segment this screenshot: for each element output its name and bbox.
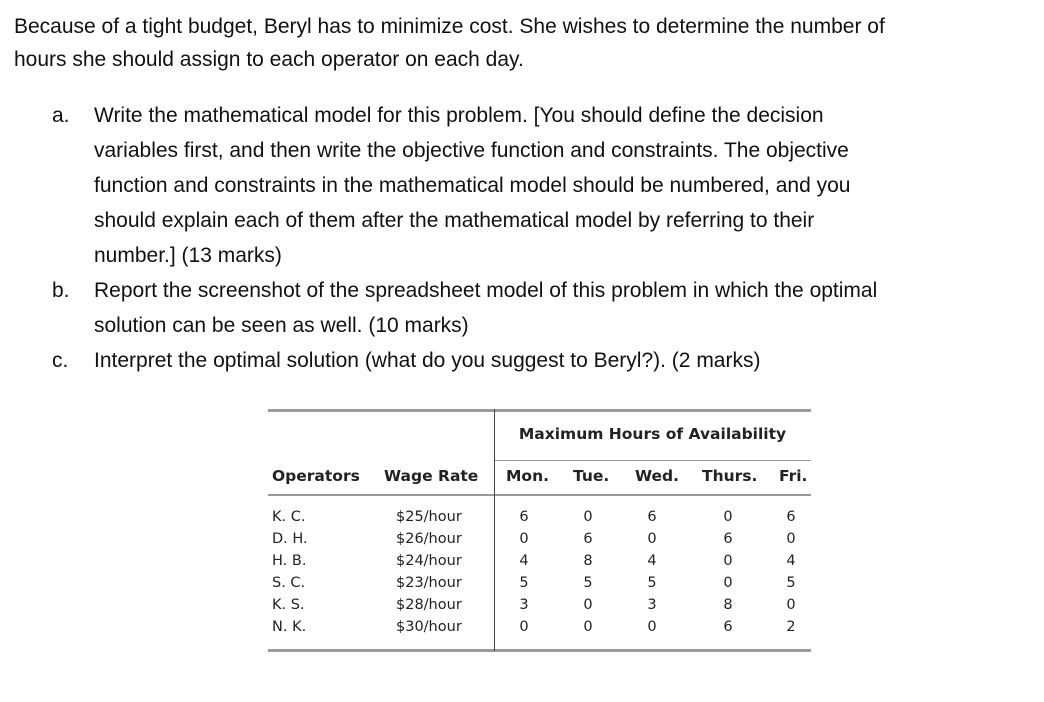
operator-name: D. H. bbox=[272, 531, 308, 547]
hours-cell: 3 bbox=[647, 597, 657, 613]
hours-cell: 5 bbox=[647, 575, 657, 591]
header-mon: Mon. bbox=[506, 467, 549, 485]
hours-cell: 0 bbox=[723, 509, 733, 525]
hours-cell: 0 bbox=[723, 575, 733, 591]
wage-rate: $30/hour bbox=[396, 619, 462, 635]
question-a bbox=[52, 98, 1037, 273]
question-label: b. bbox=[52, 279, 70, 302]
operator-name: K. C. bbox=[272, 509, 306, 525]
wage-rate: $26/hour bbox=[396, 531, 462, 547]
hours-cell: 6 bbox=[647, 509, 657, 525]
question-list bbox=[52, 98, 1037, 378]
header-wage-rate: Wage Rate bbox=[384, 467, 479, 485]
question-line: Report the screenshot of the spreadsheet model of this problem in which the optimal bbox=[94, 279, 878, 302]
header-wed: Wed. bbox=[635, 467, 680, 485]
header-fri: Fri. bbox=[779, 467, 808, 485]
question-line: Interpret the optimal solution (what do you suggest to Beryl?). (2 marks) bbox=[94, 349, 761, 372]
hours-cell: 5 bbox=[519, 575, 529, 591]
operator-name: H. B. bbox=[272, 553, 307, 569]
hours-cell: 0 bbox=[786, 597, 796, 613]
wage-rate: $23/hour bbox=[396, 575, 462, 591]
question-label: a. bbox=[52, 104, 70, 127]
question-line: solution can be seen as well. (10 marks) bbox=[94, 314, 469, 337]
wage-rate: $28/hour bbox=[396, 597, 462, 613]
hours-cell: 8 bbox=[723, 597, 733, 613]
hours-cell: 6 bbox=[519, 509, 529, 525]
hours-cell: 6 bbox=[786, 509, 796, 525]
table-top-rule bbox=[268, 409, 811, 412]
hours-cell: 4 bbox=[647, 553, 657, 569]
hours-cell: 5 bbox=[583, 575, 593, 591]
hours-cell: 6 bbox=[723, 531, 733, 547]
hours-cell: 3 bbox=[519, 597, 529, 613]
hours-cell: 0 bbox=[583, 509, 593, 525]
operator-name: S. C. bbox=[272, 575, 306, 591]
operator-name: N. K. bbox=[272, 619, 307, 635]
header-thurs: Thurs. bbox=[702, 467, 758, 485]
intro-line: hours she should assign to each operator on each day. bbox=[14, 48, 524, 71]
availability-table bbox=[268, 409, 811, 651]
intro-paragraph bbox=[14, 10, 1040, 76]
question-b bbox=[52, 273, 1037, 343]
intro-line: Because of a tight budget, Beryl has to minimize cost. She wishes to determine the number of bbox=[14, 15, 885, 38]
hours-cell: 0 bbox=[583, 597, 593, 613]
group-header: Maximum Hours of Availability bbox=[518, 425, 787, 443]
hours-cell: 0 bbox=[723, 553, 733, 569]
question-text bbox=[94, 343, 1037, 378]
hours-cell: 0 bbox=[583, 619, 593, 635]
hours-cell: 5 bbox=[786, 575, 796, 591]
question-line: function and constraints in the mathematical model should be numbered, and you bbox=[94, 174, 851, 197]
hours-cell: 0 bbox=[786, 531, 796, 547]
table-bottom-rule bbox=[268, 649, 811, 652]
header-operators: Operators bbox=[272, 467, 360, 485]
column-divider bbox=[494, 409, 495, 651]
hours-cell: 6 bbox=[583, 531, 593, 547]
hours-cell: 4 bbox=[786, 553, 796, 569]
question-line: should explain each of them after the mathematical model by referring to their bbox=[94, 209, 815, 232]
hours-cell: 6 bbox=[723, 619, 733, 635]
question-label: c. bbox=[52, 349, 69, 372]
hours-cell: 8 bbox=[583, 553, 593, 569]
hours-cell: 0 bbox=[519, 531, 529, 547]
header-tue: Tue. bbox=[573, 467, 610, 485]
hours-cell: 2 bbox=[786, 619, 796, 635]
group-header-rule bbox=[494, 460, 811, 461]
hours-cell: 0 bbox=[647, 619, 657, 635]
question-c bbox=[52, 343, 1037, 378]
question-line: variables first, and then write the objective function and constraints. The objective bbox=[94, 139, 849, 162]
wage-rate: $24/hour bbox=[396, 553, 462, 569]
question-text bbox=[94, 98, 1037, 273]
question-line: Write the mathematical model for this problem. [You should define the decision bbox=[94, 104, 824, 127]
wage-rate: $25/hour bbox=[396, 509, 462, 525]
hours-cell: 0 bbox=[647, 531, 657, 547]
question-text bbox=[94, 273, 1037, 343]
header-rule bbox=[268, 494, 811, 496]
hours-cell: 0 bbox=[519, 619, 529, 635]
hours-cell: 4 bbox=[519, 553, 529, 569]
operator-name: K. S. bbox=[272, 597, 305, 613]
question-line: number.] (13 marks) bbox=[94, 244, 282, 267]
